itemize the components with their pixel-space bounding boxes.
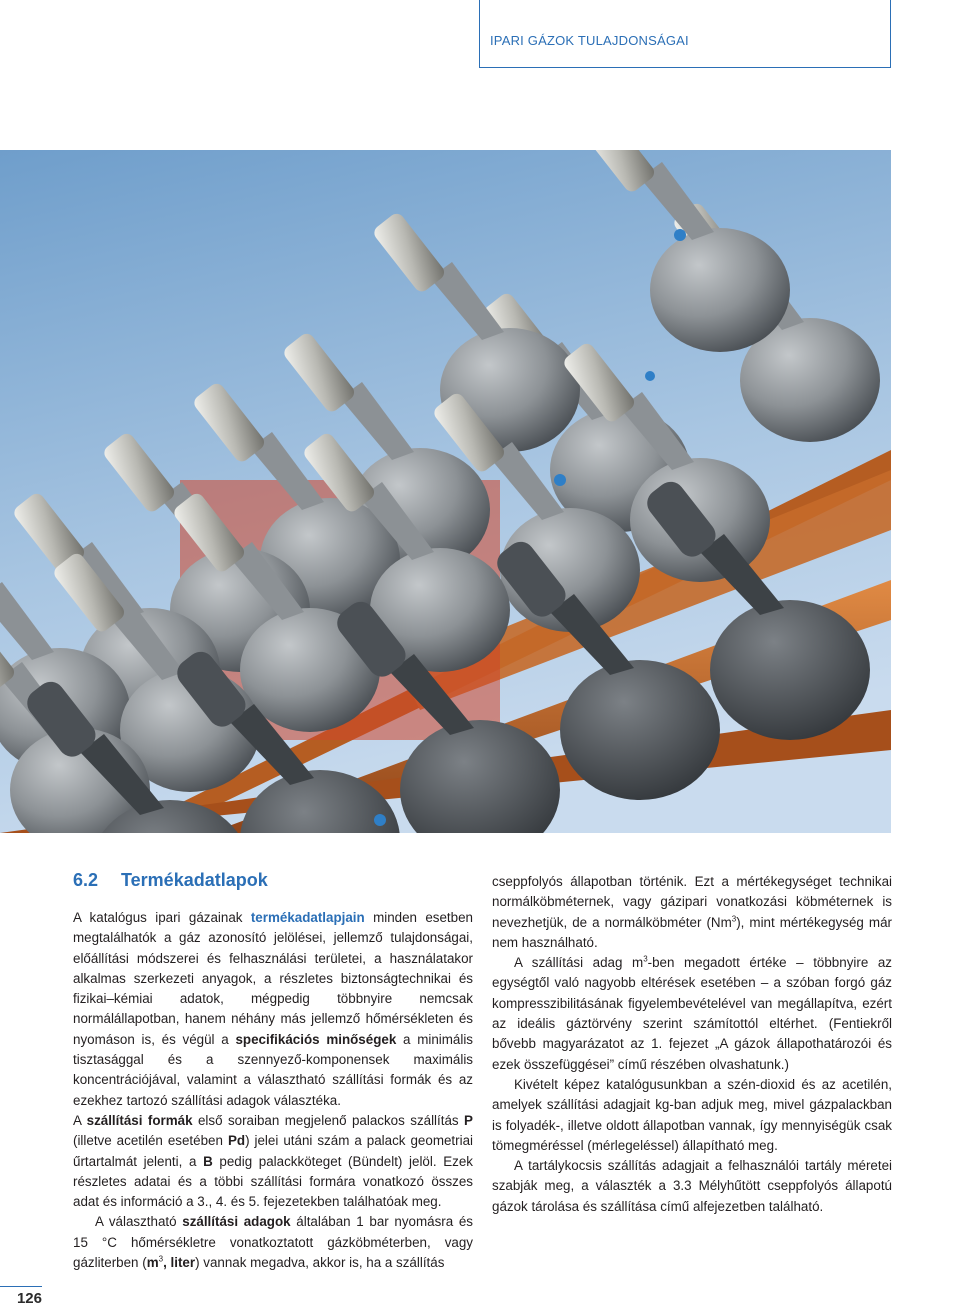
section-title-text: Termékadatlapok — [121, 870, 268, 890]
running-head: IPARI GÁZOK TULAJDONSÁGAI — [490, 33, 689, 48]
header-rule-bottom — [479, 67, 891, 68]
term-specifikacios-minosegek: specifikációs minőségek — [235, 1031, 397, 1047]
header-rule-right — [890, 0, 891, 68]
page-number-rule — [0, 1286, 42, 1287]
left-column — [73, 908, 473, 1273]
section-title — [73, 870, 268, 891]
left-paragraph-1: A katalógus ipari gázainak termékadatlapjain minden esetben megtalálhatók a gáz azonosító jelölései, jellemző tulajdonságai, előállítási módszerei és felhasználási területei, a használatakor alkalmas szerkezeti anyagok, a részletes biztonságtechnikai és fizikai–kémiai adatok, mégpedig többnyire nemcsak normálállapotban, hanem néhány más jellemző hőmérsékleten és nyomáson is, és végül a specifikációs minőségek a minimális tisztasággal és a szennyező-komponensek maximális koncentrációjával, valamint a választható szállítási formák és az ezekhez tartozó szállítási adagok választéka. — [73, 910, 473, 1108]
header-rule-left — [479, 0, 480, 68]
right-paragraph-1: cseppfolyós állapotban történik. Ezt a mértékegységet technikai normálköbméternek, vagy gázipari vonatkozási köbméternek is nevezhetjük, de a normálköbméter (Nm$^3$), mint mértékegység már nem használható. — [492, 874, 892, 950]
right-paragraph-4: A tartálykocsis szállítás adagjait a felhasználói tartály méretei szabják meg, a választék a 3.3 Mélyhűtött cseppfolyós állapotú gázok tárolása és szállítása című alfejezetben található. — [492, 1158, 892, 1214]
section-number: 6.2 — [73, 870, 99, 890]
page-number: 126 — [16, 1290, 42, 1307]
right-paragraph-3: Kivételt képez katalógusunkban a szén-dioxid és az acetilén, amelyek szállítási adagjait kg-ban adjuk meg, mivel gázpalackban is folyadék-, illetve oldott állapotban vannak, így mennyiségük csak tömegméréssel (mérlegeléssel) állapítható meg. — [492, 1076, 892, 1153]
gas-cylinders-photo — [0, 150, 891, 833]
term-termekadatlapjain: termékadatlapjain — [250, 910, 365, 925]
left-paragraph-2: A szállítási formák első soraiban megjelenő palackos szállítás P (illetve acetilén esetében Pd) jelei utáni szám a palack geometriai űrtartalmát jelenti, a B pedig palackköteget (Bündelt) jelöl. Ezek részletes adatai és a többi szállítási formára vonatkozó összes adat és információ a 3., 4. és 5. fejezetekben találhatóak meg. — [73, 1112, 474, 1210]
right-column — [492, 872, 892, 1217]
right-paragraph-2: A szállítási adag $m^3$-ben megadott értéke – többnyire az egységtől való nagyobb eltérések esetében – a szóban forgó gáz kompresszibilitásának figyelembevételével van megállapítva, ezért az ideális gáztörvény szerint számítottól eltérhet. (Fentiekről bővebb magyarázatot az 1. fejezet „A gázok állapothatározói és ezek összefüggései” című részében olvashatunk.) — [492, 954, 892, 1072]
left-paragraph-3: A választható szállítási adagok általában 1 bar nyomásra és 15 °C hőmérsékletre vonatkoztatott gázköbméterben, vagy gázliterben ($m^3$, liter) vannak megadva, akkor is, ha a szállítás — [73, 1214, 473, 1271]
